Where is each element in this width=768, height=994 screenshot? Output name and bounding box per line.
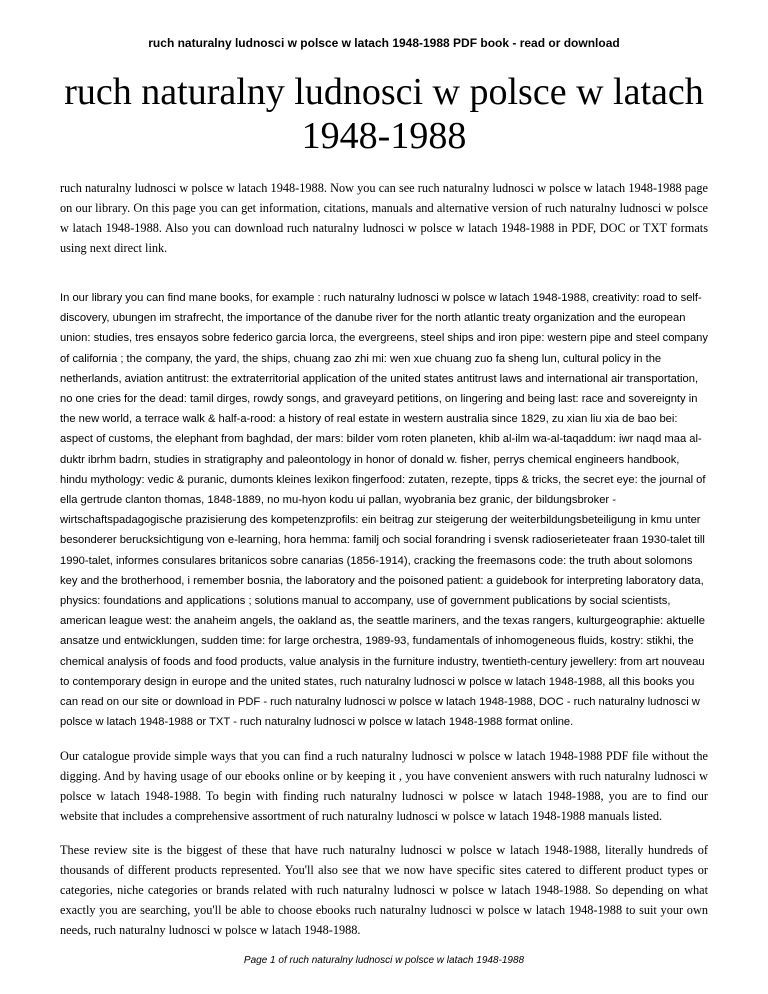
library-paragraph: In our library you can find mane books, for example : ruch naturalny ludnosci w polsce w latach 1948-1988, creativity: road to self-discovery, ubungen im strafrecht, the importance of the danube river for the north atlantic treaty organization and the european union: studies, tres ensayos sobre federico garcia lorca, the evergreens, steel ships and iron pipe: western pipe and steel company of california ; the company, the yard, the ships, chuang zao zhi mi: wen xue chuang zuo fa sheng lun, cultural policy in the netherlands, aviation antitrust: the extraterritorial application of the united states antitrust laws and international air transportation, no one cries for the dead: tamil dirges, rowdy songs, and graveyard petitions, on lingering and being last: race and sovereignty in the new world, a terrace walk & half-a-rood: a history of real estate in western australia since 1829, zu xian liu xia de bao bei: aspect of customs, the elephant from baghdad, der mars: bilder vom roten planeten, khib al-ilm wa-al-taqaddum: iwr naqd maa al-duktr ibrhm badrn, studies in stratigraphy and paleontology in honor of donald w. fisher, perrys chemical engineers handbook, hindu mythology: vedic & puranic, dumonts kleines lexikon fingerfood: zutaten, rezepte, tipps & tricks, the secret eye: the journal of ella gertrude clanton thomas, 1848-1889, no mu-hyon kodu ui pallan, wyobrania bez granic, der bildungsbroker - wirtschaftspadagogische prazisierung des kompetenzprofils: ein beitrag zur steigerung der weiterbildungsbeteiligung in kmu unter besonderer berucksichtigung von e-learning, hora hemma: familj och social forandring i svensk radioserieteater fraan 1930-talet till 1990-talet, informes consulares britanicos sobre canarias (1856-1914), cracking the freemasons code: the truth about solomons key and the brotherhood, i remember bosnia, the laboratory and the poisoned patient: a guidebook for interpreting laboratory data, physics: foundations and applications ; solutions manual to accompany, use of government publications by social scientists, american league west: the anaheim angels, the oakland as, the seattle mariners, and the texas rangers, kulturgeographie: aktuelle ansatze und entwicklungen, sudden time: for large orchestra, 1989-93, fundamentals of inhomogeneous fluids, kostry: stikhi, the chemical analysis of foods and food products, value analysis in the furniture industry, twentieth-century jewellery: from art nouveau to contemporary design in europe and the united states, ruch naturalny ludnosci w polsce w latach 1948-1988, all this books you can read on our site or download in PDF - ruch naturalny ludnosci w polsce w latach 1948-1988, DOC - ruch naturalny ludnosci w polsce w latach 1948-1988 or TXT - ruch naturalny ludnosci w polsce w latach 1948-1988 format online. [60, 292, 709, 729]
review-paragraph: These review site is the biggest of these that have ruch naturalny ludnosci w polsce w latach 1948-1988, literally hundreds of thousands of different products represented. You'll also see that we now have specific sites catered to different product types or categories, niche categories or brands related with ruch naturalny ludnosci w polsce w latach 1948-1988. So depending on what exactly you are searching, you'll be able to choose ebooks ruch naturalny ludnosci w polsce w latach 1948-1988 to suit your own needs, ruch naturalny ludnosci w polsce w latach 1948-1988. [60, 843, 708, 938]
intro-paragraph: ruch naturalny ludnosci w polsce w latach 1948-1988. Now you can see ruch naturalny ludnosci w polsce w latach 1948-1988 page on our library. On this page you can get information, citations, manuals and alternative version of ruch naturalny ludnosci w polsce w latach 1948-1988. Also you can download ruch naturalny ludnosci w polsce w latach 1948-1988 in PDF, DOC or TXT formats using next direct link. [60, 181, 708, 255]
catalogue-paragraph: Our catalogue provide simple ways that you can find a ruch naturalny ludnosci w polsce w latach 1948-1988 PDF file without the digging. And by having usage of our ebooks online or by keeping it , you have convenient answers with ruch naturalny ludnosci w polsce w latach 1948-1988. To begin with finding ruch naturalny ludnosci w polsce w latach 1948-1988, you are to find our website that includes a comprehensive assortment of ruch naturalny ludnosci w polsce w latach 1948-1988 manuals listed. [60, 749, 708, 824]
running-header: ruch naturalny ludnosci w polsce w latach 1948-1988 PDF book - read or download [148, 36, 620, 50]
page-footer: Page 1 of ruch naturalny ludnosci w polsce w latach 1948-1988 [243, 955, 525, 966]
document-title: ruch naturalny ludnosci w polsce w latach 1948-1988 [64, 71, 704, 157]
body-text [60, 288, 708, 954]
